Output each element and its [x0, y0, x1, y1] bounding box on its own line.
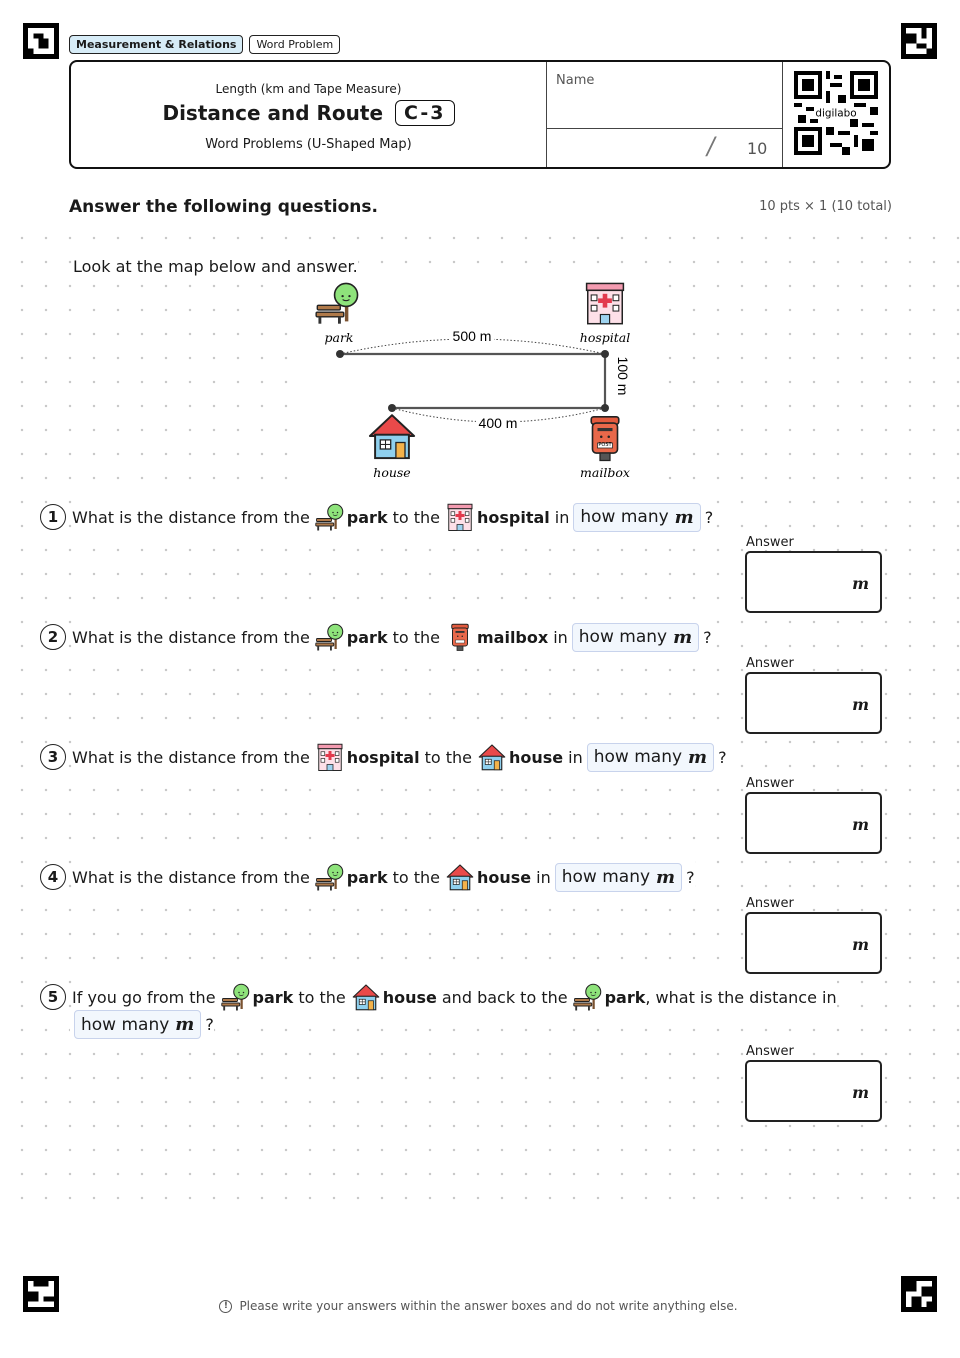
instructions: Answer the following questions.: [69, 197, 382, 217]
answer-label: Answer: [746, 776, 794, 791]
question-5-continued: [70, 1008, 214, 1041]
place-park: park: [346, 867, 388, 887]
worksheet-code: C-3: [395, 100, 455, 126]
place-house: house: [508, 747, 564, 767]
question-number: 2: [40, 624, 66, 650]
question-text: If you go from the: [72, 987, 216, 1007]
park-icon: [315, 502, 345, 532]
place-park: park: [252, 987, 294, 1007]
place-hospital: hospital: [346, 747, 420, 767]
map-lead-text: Look at the map below and answer.: [73, 257, 358, 276]
question-mark: ?: [205, 1015, 214, 1034]
answer-unit: m: [852, 815, 869, 834]
question-text: What is the distance from the: [72, 747, 310, 767]
distance-park-hospital: 500 m: [452, 328, 492, 344]
mailbox-icon: [445, 622, 475, 652]
how-many-box: how many m: [74, 1010, 201, 1039]
corner-marker-top-right: [901, 23, 937, 59]
map-label-house: house: [373, 465, 411, 480]
question-text: , what is the distance in: [645, 987, 837, 1007]
warning-icon: !: [219, 1300, 232, 1313]
answer-box-4[interactable]: [745, 912, 882, 974]
route-map: [300, 278, 660, 484]
question-text: to the: [392, 627, 440, 647]
title-block: [71, 62, 546, 167]
map-label-park: park: [324, 330, 354, 345]
question-text: in: [553, 627, 568, 647]
qr-label: digilabo: [815, 107, 857, 120]
question-1: [40, 500, 713, 534]
park-icon: [221, 982, 251, 1012]
worksheet-subtitle: Length (km and Tape Measure): [215, 82, 402, 96]
tag-type: Word Problem: [249, 35, 340, 54]
mailbox-dot: [601, 404, 609, 412]
question-text: to the: [392, 867, 440, 887]
answer-box-5[interactable]: [745, 1060, 882, 1122]
score-total: 10: [747, 139, 768, 158]
place-park: park: [346, 507, 388, 527]
place-park: park: [604, 987, 646, 1007]
place-park: park: [346, 627, 388, 647]
question-text: and back to the: [441, 987, 568, 1007]
question-text: What is the distance from the: [72, 867, 310, 887]
question-2: [40, 620, 712, 654]
question-text: to the: [298, 987, 346, 1007]
category-tags: [69, 35, 340, 54]
question-number: 1: [40, 504, 66, 530]
mailbox-post-text: POST: [598, 442, 612, 448]
answer-unit: m: [852, 574, 869, 593]
name-label: Name: [556, 73, 595, 88]
house-icon: [351, 982, 381, 1012]
how-many-box: how many m: [587, 743, 714, 772]
worksheet-title: Distance and Route: [162, 101, 384, 125]
park-icon: [315, 622, 345, 652]
hospital-icon: [587, 283, 624, 323]
park-dot: [336, 350, 344, 358]
score-field: [546, 129, 782, 167]
park-icon: [573, 982, 603, 1012]
answer-box-2[interactable]: [745, 672, 882, 734]
answer-label: Answer: [746, 1044, 794, 1059]
place-house: house: [476, 867, 532, 887]
place-house: house: [382, 987, 437, 1007]
question-mark: ?: [703, 627, 712, 647]
question-text: What is the distance from the: [72, 627, 310, 647]
map-label-hospital: hospital: [579, 330, 631, 345]
answer-unit: m: [852, 1083, 869, 1102]
park-icon: [315, 862, 345, 892]
question-mark: ?: [686, 867, 695, 887]
score-slash: /: [704, 132, 718, 160]
place-mailbox: mailbox: [476, 627, 549, 647]
house-icon: [445, 862, 475, 892]
answer-unit: m: [852, 935, 869, 954]
answer-label: Answer: [746, 896, 794, 911]
house-dot: [388, 404, 396, 412]
question-text: in: [554, 507, 570, 527]
answer-label: Answer: [746, 656, 794, 671]
distance-hospital-mailbox: 100 m: [615, 356, 631, 396]
how-many-box: how many m: [555, 863, 682, 892]
how-many-box: how many m: [572, 623, 699, 652]
qr-code-icon: [794, 71, 878, 155]
map-label-mailbox: mailbox: [580, 465, 630, 480]
question-3: [40, 740, 727, 774]
question-text: What is the distance from the: [72, 507, 310, 527]
worksheet-header: [69, 60, 891, 169]
name-field[interactable]: [546, 62, 782, 129]
footer-text: Please write your answers within the answer boxes and do not write anything else.: [236, 1299, 740, 1313]
answer-box-1[interactable]: [745, 551, 882, 613]
answer-box-3[interactable]: [745, 792, 882, 854]
question-mark: ?: [718, 747, 727, 767]
footer-note: [0, 1299, 960, 1313]
house-icon: [477, 742, 507, 772]
tag-category: Measurement & Relations: [69, 35, 243, 54]
question-number: 3: [40, 744, 66, 770]
answer-unit: m: [852, 695, 869, 714]
place-hospital: hospital: [476, 507, 550, 527]
question-number: 4: [40, 864, 66, 890]
how-many-box: how many m: [573, 503, 700, 532]
hospital-dot: [601, 350, 609, 358]
corner-marker-top-left: [23, 23, 59, 59]
distance-mailbox-house: 400 m: [478, 415, 518, 431]
question-text: to the: [392, 507, 440, 527]
question-text: in: [536, 867, 551, 887]
question-text: in: [568, 747, 583, 767]
qr-cell: [782, 62, 889, 167]
question-text: to the: [424, 747, 472, 767]
question-number: 5: [40, 984, 66, 1010]
points-info: 10 pts × 1 (10 total): [756, 199, 892, 214]
hospital-icon: [315, 742, 345, 772]
worksheet-subtitle-2: Word Problems (U-Shaped Map): [205, 137, 412, 152]
question-4: [40, 860, 695, 894]
answer-label: Answer: [746, 535, 794, 550]
hospital-icon: [445, 502, 475, 532]
question-mark: ?: [704, 507, 714, 527]
